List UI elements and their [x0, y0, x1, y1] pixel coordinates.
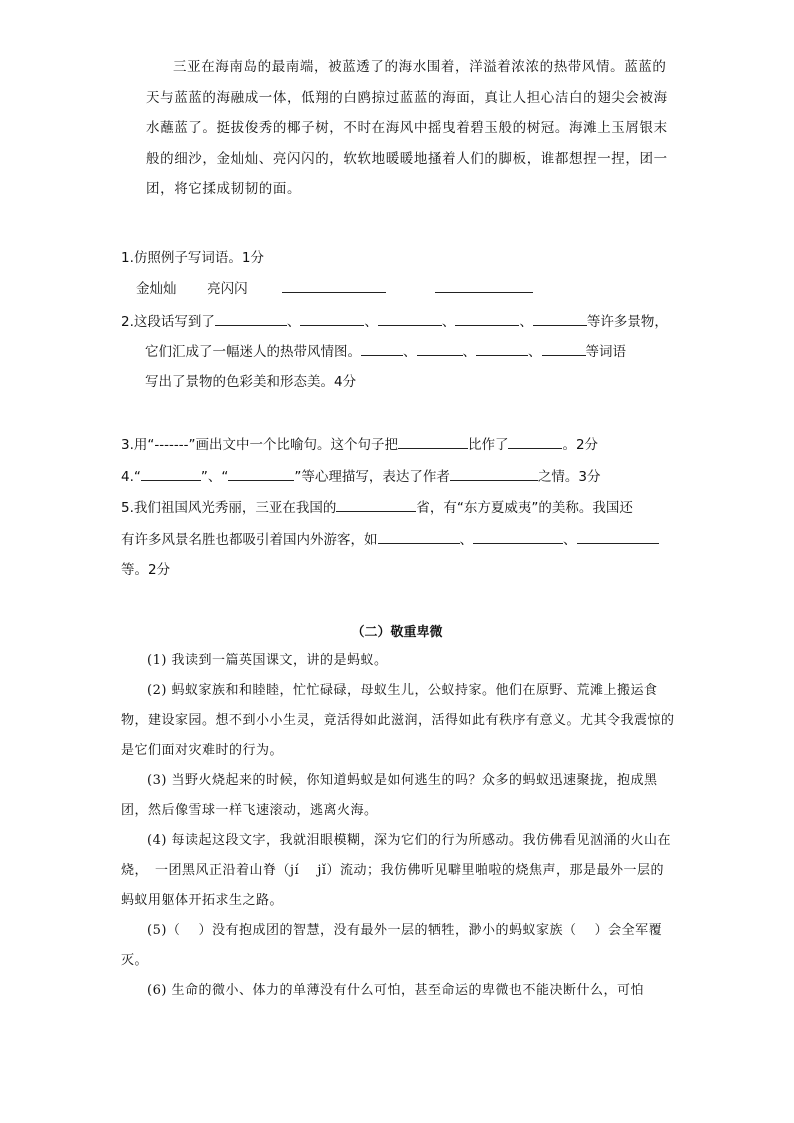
separator: 、	[286, 314, 301, 330]
separator: 、	[364, 314, 378, 330]
answer-blank[interactable]	[215, 311, 287, 326]
answer-blank[interactable]	[378, 311, 442, 326]
question-5-line-2	[121, 528, 681, 548]
separator: 、	[459, 532, 473, 548]
answer-blank[interactable]	[141, 466, 201, 481]
question-4-text: 4.“	[121, 469, 141, 485]
separator: 、	[528, 344, 542, 360]
passage-text: 三亚在海南岛的最南端，被蓝透了的海水围着，洋溢着浓浓的热带风情。蓝蓝的天与蓝蓝的海融成一体，低翔的白鸥掠过蓝蓝的海面，真让人担心洁白的翅尖会被海水蘸蓝了。挺拔俊秀的椰子树，不时在海风中摇曳着碧玉般的树冠。海滩上玉屑银末般的细沙，金灿灿、亮闪闪的，软软地暖暖地搔着人们的脚板，谁都想捏一捏，团一团，将它揉成韧韧的面。	[146, 59, 668, 197]
answer-blank[interactable]	[577, 529, 659, 544]
answer-blank[interactable]	[476, 341, 528, 356]
paragraph-1: (1) 我读到一篇英国课文，讲的是蚂蚁。	[147, 653, 388, 668]
paragraph-3: (3) 当野火烧起来的时候，你知道蚂蚁是如何逃生的吗？众多的蚂蚁迅速聚拢，抱成黑团，然后像雪球一样飞速滚动，逃离火海。	[121, 773, 658, 818]
answer-blank[interactable]	[435, 278, 533, 293]
separator: 、	[462, 344, 476, 360]
question-3-text: 比作了	[467, 437, 509, 453]
question-1-examples	[136, 277, 696, 297]
question-4-text: ”、“	[200, 469, 229, 485]
example-word-2: 亮闪闪	[207, 281, 248, 297]
question-3-text: 。2分	[562, 437, 599, 453]
separator: 、	[563, 532, 577, 548]
answer-blank[interactable]	[398, 434, 468, 449]
answer-blank[interactable]	[228, 466, 294, 481]
answer-blank[interactable]	[473, 529, 563, 544]
paragraph-4: (4) 每读起这段文字，我就泪眼模糊，深为它们的行为所感动。我仿佛看见汹涌的火山在烧， 一团黑风正沿着山脊（jí jǐ）流动；我仿佛听见噼里啪啦的烧焦声，那是最外一层的蚂蚁用躯体开拓求生之路。	[121, 833, 672, 908]
question-5-line-3	[121, 558, 681, 578]
answer-blank[interactable]	[378, 529, 460, 544]
question-4-text: 之情。3分	[537, 469, 601, 485]
example-word-1: 金灿灿	[136, 281, 177, 297]
question-3-text: 3.用“-------”画出文中一个比喻句。这个句子把	[121, 437, 398, 453]
question-2-text: 等许多景物，	[586, 314, 668, 330]
section-2-title: （二）敬重卑微	[351, 625, 443, 640]
question-2-text: 2.这段话写到了	[121, 314, 215, 330]
paragraph-2: (2) 蚂蚁家族和和睦睦，忙忙碌碌，母蚁生儿，公蚁持家。他们在原野、荒滩上搬运食物，建设家园。想不到小小生灵，竟活得如此滋润，活得如此有秩序有意义。尤其令我震惊的是它们面对灾难时的行为。	[121, 683, 675, 758]
answer-blank[interactable]	[450, 466, 538, 481]
question-4-text: ”等心理描写，表达了作者	[294, 469, 450, 485]
paragraph-6: (6) 生命的微小、体力的单薄没有什么可怕，甚至命运的卑微也不能决断什么，可怕	[147, 983, 645, 998]
question-1	[121, 246, 681, 266]
question-4	[121, 465, 681, 485]
separator: 、	[441, 314, 456, 330]
question-3	[121, 433, 681, 453]
answer-blank[interactable]	[455, 311, 519, 326]
question-5-line-1	[121, 496, 681, 516]
question-2-line-3	[145, 370, 705, 390]
question-5-text: 5.我们祖国风光秀丽，三亚在我国的	[121, 500, 337, 516]
section-2-body	[121, 646, 677, 1006]
paragraph-5: (5)（ ）没有抱成团的智慧，没有最外一层的牺牲，渺小的蚂蚁家族（ ）会全军覆灭。	[121, 923, 663, 968]
question-5-text: 省，有“东方夏威夷”的美称。我国还	[416, 500, 633, 516]
question-5-text: 等。2分	[121, 562, 171, 578]
question-5-text: 有许多风景名胜也都吸引着国内外游客，如	[121, 532, 378, 548]
answer-blank[interactable]	[542, 341, 586, 356]
answer-blank[interactable]	[533, 311, 587, 326]
answer-blank[interactable]	[336, 497, 416, 512]
question-2-text: 等词语	[585, 344, 626, 360]
answer-blank[interactable]	[417, 341, 463, 356]
separator: 、	[519, 314, 533, 330]
answer-blank[interactable]	[300, 311, 364, 326]
question-2-line-2	[145, 340, 705, 360]
question-2-line-1	[121, 310, 681, 330]
question-2-text: 写出了景物的色彩美和形态美。4分	[145, 374, 357, 390]
answer-blank[interactable]	[361, 341, 403, 356]
answer-blank[interactable]	[508, 434, 562, 449]
passage-sanya	[146, 52, 676, 205]
answer-blank[interactable]	[282, 278, 386, 293]
separator: 、	[403, 344, 417, 360]
question-1-text: 1.仿照例子写词语。1分	[121, 250, 264, 266]
question-2-text: 它们汇成了一幅迷人的热带风情图。	[145, 344, 361, 360]
